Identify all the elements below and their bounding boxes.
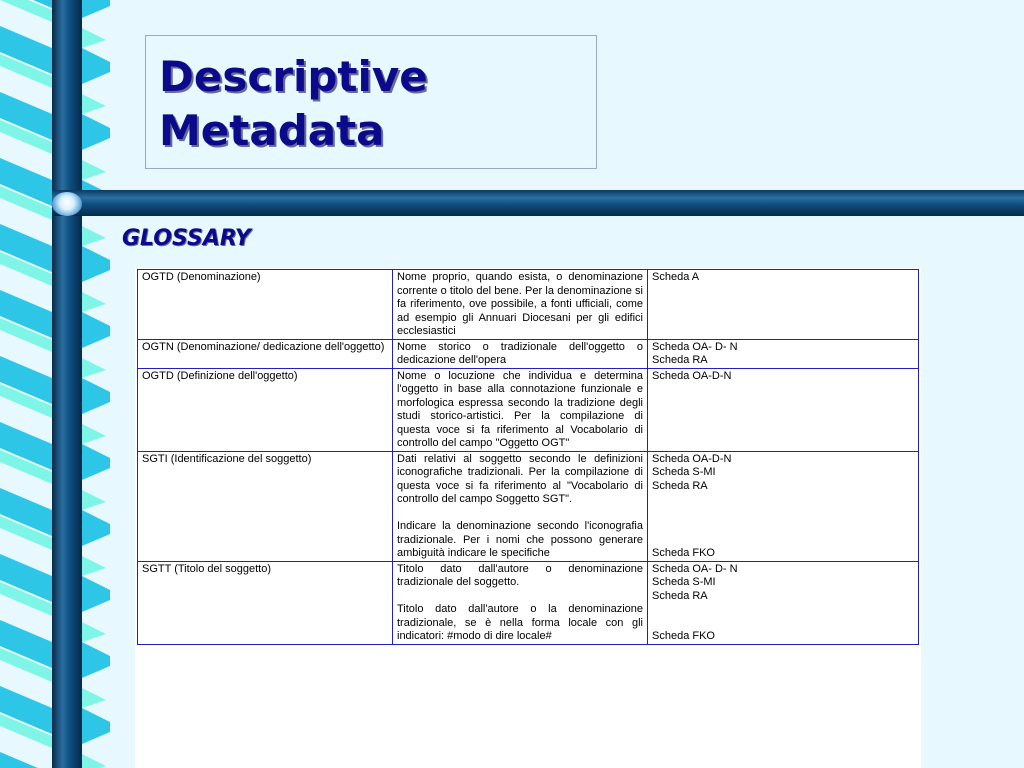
glossary-description: Nome o locuzione che individua e determina l'oggetto in base alla connotazione funzionale e morfologica espressa secondo la tradizione degli studi storico-artistici. Per la compilazione di questa voce si fa riferimento al Vocabolario di controllo del campo "Oggetto OGT" [397,369,643,449]
scheda-label [652,507,914,521]
scheda-label [652,617,914,631]
scheda-label [652,534,914,548]
glossary-code-cell: OGTD (Definizione dell'oggetto) [138,368,393,451]
table-row [138,339,919,368]
table-row [138,561,919,644]
glossary-description: Dati relativi al soggetto secondo le definizioni iconografiche tradizionali. Per la compilazione di questa voce si fa riferimento al "Vocabolario di controllo del campo Soggetto SGT". [397,452,643,505]
glossary-description: Titolo dato dall'autore o denominazione tradizionale del soggetto. [397,562,643,588]
horizontal-divider-bar [52,190,1024,216]
scheda-label: Scheda FKO [652,630,715,642]
glossary-description-extra: Titolo dato dall'autore o la denominazione tradizionale, se è nella forma locale con gli indicatori: #modo di dire locale# [397,603,643,642]
glossary-heading: GLOSSARY [122,226,251,251]
glossary-table-body [138,270,919,645]
scheda-label: Scheda A [652,271,700,283]
glossary-description-cell [393,451,648,561]
paragraph-gap [397,590,643,604]
scheda-label [652,520,914,534]
glossary-description-cell [393,270,648,340]
glossary-description: Nome storico o tradizionale dell'oggetto o dedicazione dell'opera [397,340,643,366]
glossary-code-cell: SGTI (Identificazione del soggetto) [138,451,393,561]
glossary-panel [135,268,921,768]
glossary-description-extra: Indicare la denominazione secondo l'iconografia tradizionale. Per i nomi che possono generare ambiguità indicare le specifiche [397,520,643,559]
glossary-scheda-cell [648,339,919,368]
scheda-label: Scheda OA-D-N [652,369,732,382]
scheda-label: Scheda OA-D-N [652,452,732,465]
glossary-scheda-cell [648,270,919,340]
glossary-scheda-cell [648,561,919,644]
glossary-description: Nome proprio, quando esista, o denominazione corrente o titolo del bene. Per la denominazione si fa riferimento, ove possibile, a fonti ufficiali, come ad esempio gli Annuari Diocesani per gli edifici ecclesiastici [397,271,643,337]
scheda-label [652,493,914,507]
decorative-border [0,0,115,768]
scheda-label: Scheda RA [652,354,708,366]
scheda-label: Scheda OA- D- N [652,562,738,575]
glossary-code-cell: OGTD (Denominazione) [138,270,393,340]
glossary-code-cell: SGTT (Titolo del soggetto) [138,561,393,644]
table-row [138,270,919,340]
table-row [138,451,919,561]
glossary-scheda-cell [648,451,919,561]
glossary-scheda-cell [648,368,919,451]
scheda-label: Scheda OA- D- N [652,340,738,353]
glossary-code-cell: OGTN (Denominazione/ dedicazione dell'oggetto) [138,339,393,368]
scheda-label: Scheda RA [652,589,708,602]
scheda-label: Scheda RA [652,479,708,492]
paragraph-gap [397,507,643,521]
scheda-label: Scheda S-MI [652,466,716,478]
scheda-label: Scheda FKO [652,547,715,559]
glossary-description-cell [393,561,648,644]
glossary-description-cell [393,368,648,451]
table-row [138,368,919,451]
scheda-label: Scheda S-MI [652,576,716,588]
glossary-description-cell [393,339,648,368]
divider-knob [52,192,82,216]
glossary-table [137,269,919,645]
page-title: Descriptive Metadata [159,52,428,155]
title-frame [145,35,597,169]
scheda-label [652,603,914,617]
